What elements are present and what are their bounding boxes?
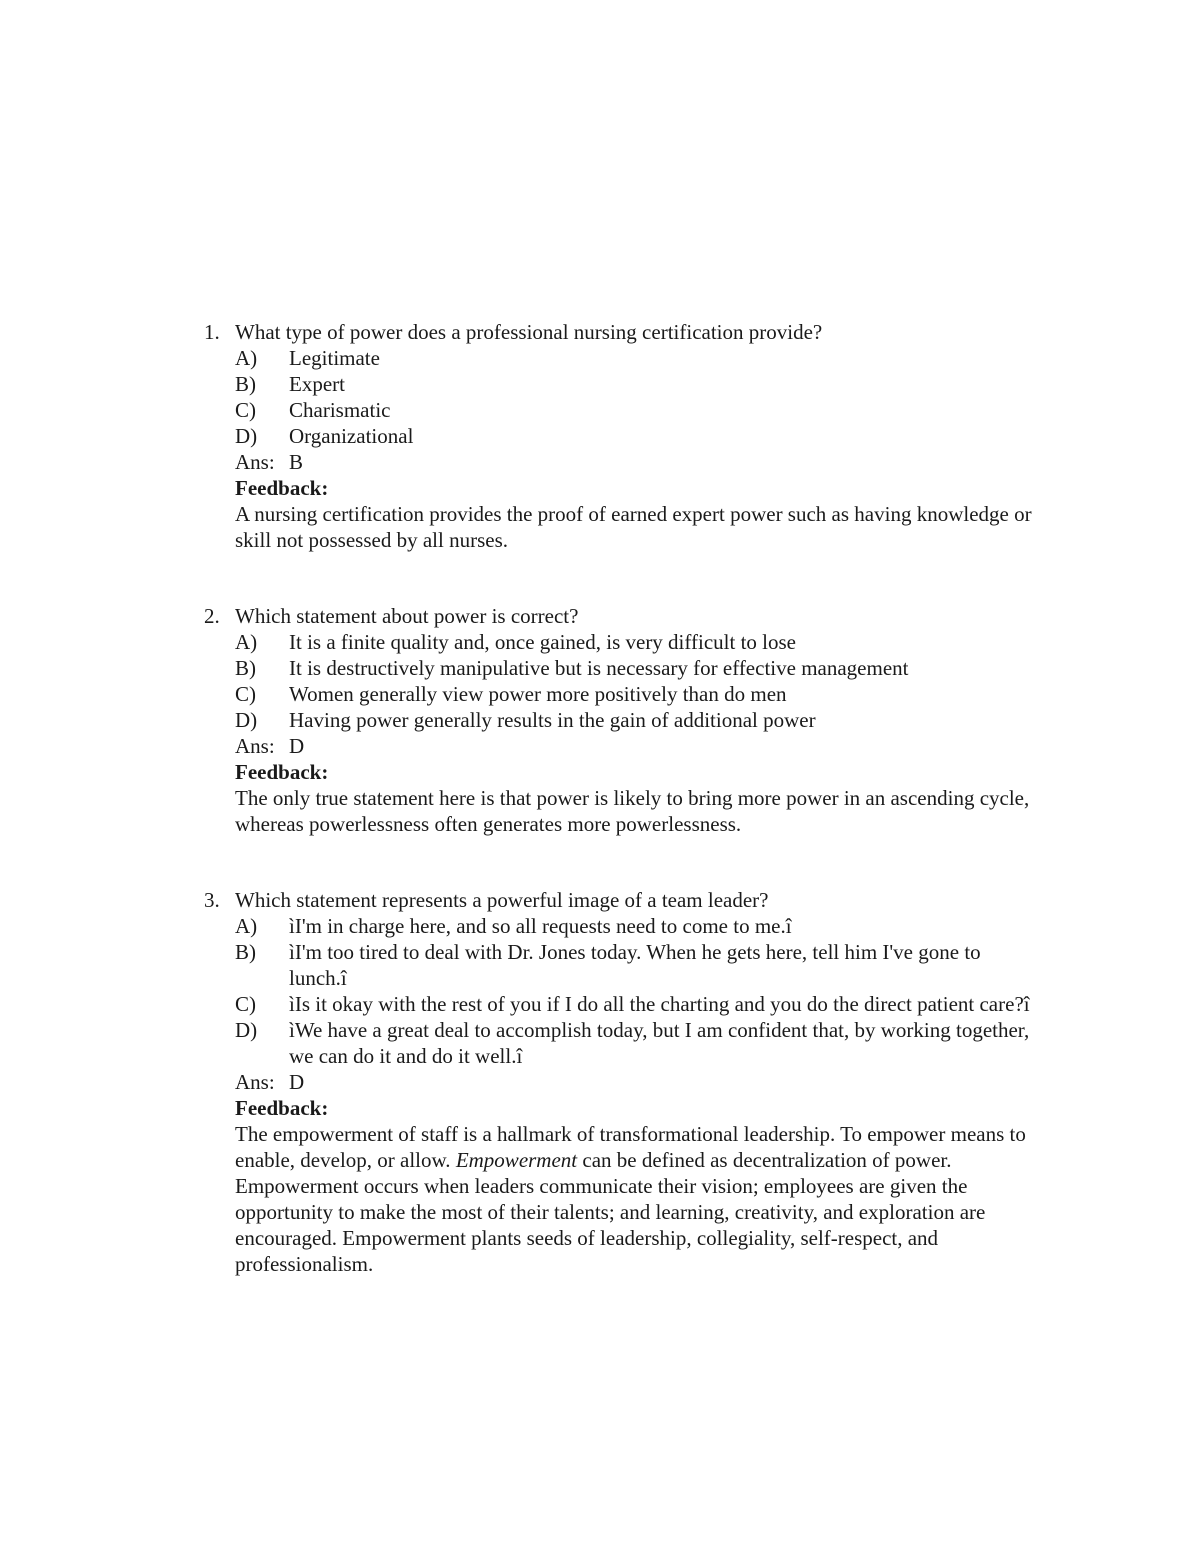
feedback-text — [235, 1121, 1034, 1277]
question-text: Which statement about power is correct? — [235, 604, 579, 628]
option-letter: C) — [235, 992, 256, 1016]
answer-value: D — [289, 1070, 305, 1094]
option-d — [235, 1017, 1034, 1069]
answer-label: Ans: — [235, 734, 275, 758]
option-text: ìI'm in charge here, and so all requests need to come to me.î — [289, 914, 792, 938]
feedback-text-part-1: The empowerment of staff is a hallmark of transformational leadership. To empower means to enable, develop, or allow. — [235, 1122, 1026, 1172]
option-letter: A) — [235, 630, 258, 654]
option-text: Charismatic — [289, 398, 391, 422]
question-stem — [204, 603, 1034, 629]
feedback-label: Feedback: — [235, 1096, 329, 1120]
option-c — [235, 991, 1034, 1017]
option-text: Organizational — [289, 424, 414, 448]
question-2 — [204, 603, 1034, 837]
question-body — [235, 913, 1034, 1277]
question-number: 2. — [204, 604, 220, 628]
question-3 — [204, 887, 1034, 1277]
answer-row — [235, 449, 1034, 475]
option-letter: B) — [235, 372, 256, 396]
option-letter: B) — [235, 940, 256, 964]
option-text: Expert — [289, 372, 345, 396]
option-text: Having power generally results in the gain of additional power — [289, 708, 816, 732]
question-1 — [204, 319, 1034, 553]
answer-row — [235, 1069, 1034, 1095]
feedback-label: Feedback: — [235, 760, 329, 784]
question-stem — [204, 319, 1034, 345]
option-b — [235, 655, 1034, 681]
question-stem — [204, 887, 1034, 913]
option-letter: A) — [235, 914, 258, 938]
option-text: It is destructively manipulative but is necessary for effective management — [289, 656, 909, 680]
option-text: ìWe have a great deal to accomplish today, but I am confident that, by working together, we can do it and do it well.î — [289, 1018, 1030, 1068]
question-body — [235, 629, 1034, 837]
option-d — [235, 707, 1034, 733]
option-text: Legitimate — [289, 346, 380, 370]
answer-value: D — [289, 734, 305, 758]
option-a — [235, 345, 1034, 371]
question-text: What type of power does a professional nursing certification provide? — [235, 320, 823, 344]
option-letter: D) — [235, 1018, 258, 1042]
option-letter: C) — [235, 398, 256, 422]
feedback-label: Feedback: — [235, 476, 329, 500]
option-b — [235, 939, 1034, 991]
option-b — [235, 371, 1034, 397]
question-body — [235, 345, 1034, 553]
answer-label: Ans: — [235, 1070, 275, 1094]
question-text: Which statement represents a powerful image of a team leader? — [235, 888, 769, 912]
option-text: ìI'm too tired to deal with Dr. Jones today. When he gets here, tell him I've gone to lunch.î — [289, 940, 981, 990]
option-letter: C) — [235, 682, 256, 706]
option-c — [235, 397, 1034, 423]
question-number: 1. — [204, 320, 220, 344]
option-letter: D) — [235, 708, 258, 732]
answer-row — [235, 733, 1034, 759]
answer-label: Ans: — [235, 450, 275, 474]
option-letter: D) — [235, 424, 258, 448]
feedback-text: The only true statement here is that power is likely to bring more power in an ascending cycle, whereas powerlessness often generates more powerlessness. — [235, 786, 1030, 836]
feedback-italic-term: Empowerment — [455, 1148, 578, 1172]
answer-value: B — [289, 450, 304, 474]
option-letter: B) — [235, 656, 256, 680]
option-d — [235, 423, 1034, 449]
option-text: ìIs it okay with the rest of you if I do all the charting and you do the direct patient care?î — [289, 992, 1030, 1016]
question-number: 3. — [204, 888, 220, 912]
option-text: It is a finite quality and, once gained, is very difficult to lose — [289, 630, 796, 654]
option-c — [235, 681, 1034, 707]
option-text: Women generally view power more positively than do men — [289, 682, 787, 706]
feedback-text-part-2: can be defined as decentralization of power. Empowerment occurs when leaders communicate their vision; employees are given the opportunity to make the most of their talents; and learning, creativity, and exploration are encouraged. Empowerment plants seeds of leadership, collegiality, self-respect, and professionalism. — [235, 1148, 986, 1276]
option-a — [235, 629, 1034, 655]
feedback-text: A nursing certification provides the proof of earned expert power such as having knowledge or skill not possessed by all nurses. — [235, 502, 1032, 552]
option-a — [235, 913, 1034, 939]
option-letter: A) — [235, 346, 258, 370]
